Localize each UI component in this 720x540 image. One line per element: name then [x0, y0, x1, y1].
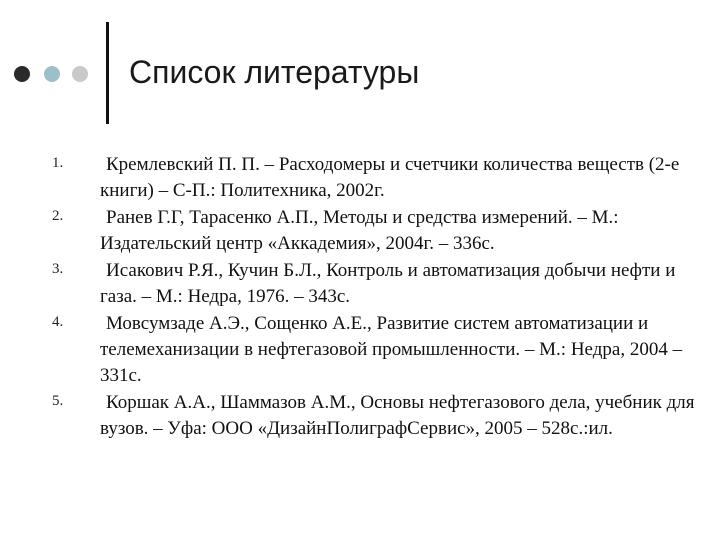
- reference-text: Кремлевский П. П. – Расходомеры и счетчики количества веществ (2-е книги) – С-П.: Политехника, 2002г.: [100, 154, 680, 201]
- reference-text: Коршак А.А., Шаммазов А.М., Основы нефтегазового дела, учебник для вузов. – Уфа: ООО «ДизайнПолиграфСервис», 2005 – 528с.:ил.: [100, 392, 695, 439]
- reference-number: 1.: [52, 155, 64, 171]
- page-title: Список литературы: [129, 54, 420, 90]
- blue-dot: [44, 66, 60, 82]
- dark-dot: [14, 66, 30, 82]
- reference-text: Мовсумзаде А.Э., Сощенко А.Е., Развитие систем автоматизации и телемеханизации в нефтегазовой промышленности. – М.: Недра, 2004 – 331с.: [100, 313, 683, 386]
- reference-text: Исакович Р.Я., Кучин Б.Л., Контроль и автоматизация добычи нефти и газа. – М.: Недра, 1976. – 343с.: [100, 260, 676, 307]
- reference-text: Ранев Г.Г, Тарасенко А.П., Методы и средства измерений. – М.: Издательский центр «Аккадемия», 2004г. – 336с.: [100, 207, 619, 254]
- reference-number: 3.: [52, 261, 64, 277]
- reference-number: 2.: [52, 208, 64, 224]
- gray-dot: [72, 66, 88, 82]
- reference-number: 4.: [52, 314, 64, 330]
- reference-number: 5.: [52, 393, 64, 409]
- title-divider: [106, 22, 109, 124]
